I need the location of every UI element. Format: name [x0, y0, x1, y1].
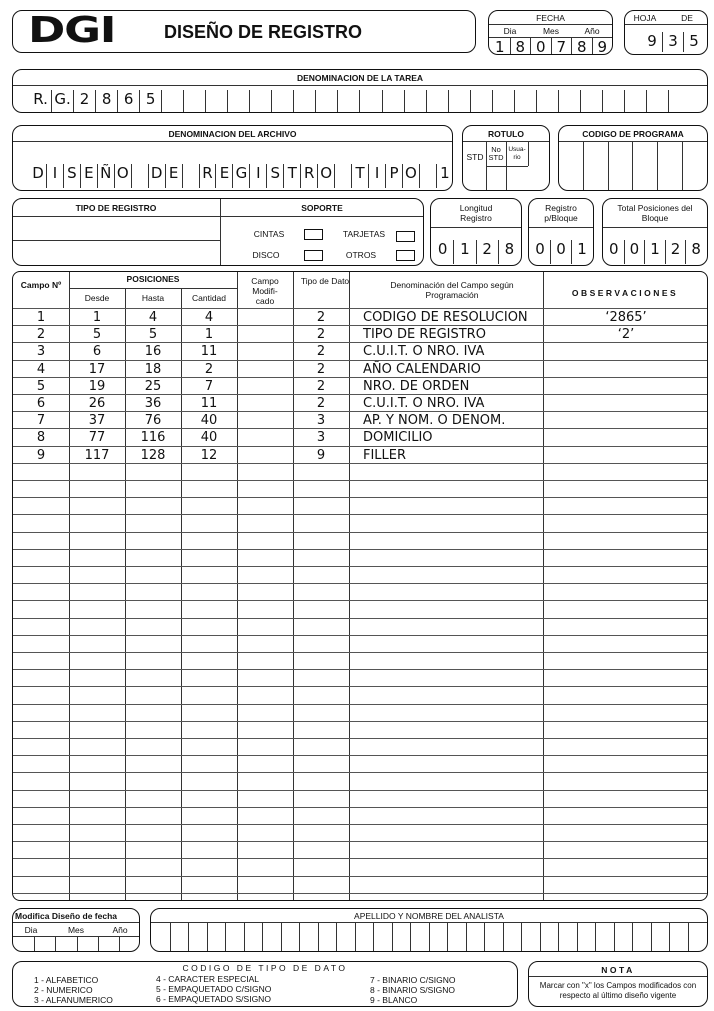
registro-bloque-divider	[529, 227, 593, 228]
cell-cantidad: 2	[204, 361, 214, 377]
cell-cantidad: 4	[204, 310, 214, 325]
codigo-item: 1 - ALFABETICO	[34, 975, 99, 985]
archivo-char-cell: T	[352, 164, 369, 188]
archivo-cells	[30, 164, 453, 188]
nota-divider	[529, 976, 707, 977]
tarea-char-cell	[471, 90, 493, 112]
tarea-label: DENOMINACION DE LA TAREA	[296, 73, 424, 83]
archivo-divider	[13, 141, 452, 142]
tarea-char-cell: G.	[52, 90, 74, 112]
disco-label: DISCO	[252, 250, 280, 260]
archivo-char-cell: R	[200, 164, 217, 188]
disco-checkbox[interactable]	[304, 250, 323, 261]
cell-denominacion: TIPO DE REGISTRO	[363, 327, 486, 343]
archivo-char-cell: T	[284, 164, 301, 188]
codigo-item: 2 - NUMERICO	[34, 985, 93, 995]
cell-campo: 1	[36, 310, 46, 325]
cell-campo: 7	[36, 413, 46, 429]
archivo-char-cell: E	[216, 164, 233, 188]
cell	[658, 142, 683, 190]
tarjetas-checkbox[interactable]	[396, 231, 415, 242]
cell-campo: 3	[36, 344, 46, 360]
header-cantidad: Cantidad	[191, 293, 227, 303]
tarea-char-cell	[405, 90, 427, 112]
cell-tipo: 2	[316, 310, 326, 325]
analista-char-cell	[448, 923, 467, 951]
cell-hasta: 4	[148, 310, 158, 325]
archivo-char-cell: E	[166, 164, 183, 188]
fecha-mes-label: Mes	[542, 26, 560, 36]
analista-char-cell	[689, 923, 707, 951]
longitud-digits	[432, 240, 520, 264]
cell-desde: 19	[88, 378, 106, 394]
cell	[683, 142, 707, 190]
cell-campo: 9	[36, 447, 46, 463]
tarea-char-cell	[449, 90, 471, 112]
cell-cantidad: 40	[200, 413, 218, 429]
archivo-label: DENOMINACION DEL ARCHIVO	[168, 129, 297, 139]
cell	[120, 936, 140, 951]
modifica-anio: Año	[112, 925, 128, 935]
codigos-col-1	[34, 975, 113, 1005]
cell-desde: 117	[84, 447, 110, 463]
analista-char-cell	[263, 923, 282, 951]
tarea-cells	[30, 90, 690, 112]
tipo-registro-label: TIPO DE REGISTRO	[75, 203, 157, 213]
cell-denominacion: C.U.I.T. O NRO. IVA	[363, 396, 485, 411]
cell-tipo: 2	[316, 396, 326, 411]
cell-hasta: 16	[144, 344, 162, 360]
codigo-item: 6 - EMPAQUETADO S/SIGNO	[156, 994, 271, 1004]
cell-denominacion: FILLER	[363, 447, 407, 463]
header-desde: Desde	[84, 293, 110, 303]
otros-label: OTROS	[345, 250, 377, 260]
fecha-divider	[489, 24, 612, 25]
total-posiciones-digit: 2	[666, 240, 687, 264]
tarea-char-cell	[625, 90, 647, 112]
analista-char-cell	[596, 923, 615, 951]
table-rows	[13, 272, 707, 900]
fecha-digit: 9	[597, 38, 608, 56]
registro-bloque-digits	[530, 240, 592, 264]
cell-campo: 4	[36, 361, 46, 377]
tarea-char-cell	[184, 90, 206, 112]
tarea-char-cell	[316, 90, 338, 112]
header-modificado: Campo Modifi- cado	[251, 276, 279, 306]
analista-char-cell	[282, 923, 301, 951]
cell	[78, 936, 99, 951]
cell	[584, 142, 609, 190]
codigos-label: CODIGO DE TIPO DE DATO	[182, 963, 348, 973]
analista-char-cell	[541, 923, 560, 951]
nota-label: NOTA	[601, 965, 635, 975]
codigo-item: 9 - BLANCO	[370, 995, 418, 1005]
longitud-digit: 8	[504, 240, 515, 258]
cell-denominacion: CODIGO DE RESOLUCION	[363, 310, 528, 325]
cell-campo: 8	[36, 430, 46, 446]
analista-char-cell	[374, 923, 393, 951]
cell	[56, 936, 77, 951]
analista-char-cell	[411, 923, 430, 951]
rotulo-hline	[486, 166, 528, 167]
hoja-digit: 5	[689, 32, 699, 50]
archivo-char-cell: G	[233, 164, 250, 188]
campos-table	[12, 271, 708, 901]
cell-tipo: 2	[316, 327, 326, 343]
cell-campo: 6	[36, 396, 46, 411]
archivo-char-cell: P	[386, 164, 403, 188]
tarea-char-cell	[360, 90, 382, 112]
archivo-char-cell	[132, 164, 149, 188]
hoja-divider	[625, 24, 707, 25]
archivo-char-cell: D	[149, 164, 166, 188]
analista-char-cell	[393, 923, 412, 951]
soporte-label: SOPORTE	[301, 203, 343, 213]
fecha-digit: 1	[490, 38, 511, 54]
tarea-char-cell: 2	[74, 90, 96, 112]
analista-char-cell	[615, 923, 634, 951]
analista-char-cell	[226, 923, 245, 951]
archivo-char-cell	[335, 164, 352, 188]
fecha-label: FECHA	[536, 13, 565, 23]
tarea-char-cell	[427, 90, 449, 112]
tarea-char-cell	[515, 90, 537, 112]
tarea-char-cell	[647, 90, 669, 112]
cell-cantidad: 11	[200, 396, 218, 411]
cintas-checkbox[interactable]	[304, 229, 323, 240]
cell-obs: ‘2’	[617, 327, 635, 343]
tarea-char-cell	[603, 90, 625, 112]
tarea-char-cell	[250, 90, 272, 112]
tarea-char-cell: 5	[140, 90, 162, 112]
analista-char-cell	[152, 923, 171, 951]
analista-label: APELLIDO Y NOMBRE DEL ANALISTA	[354, 911, 504, 921]
analista-char-cell	[245, 923, 264, 951]
rotulo-usuario: Usua- rio	[508, 146, 526, 161]
analista-char-cell	[337, 923, 356, 951]
archivo-char-cell: I	[369, 164, 386, 188]
total-posiciones-digit: 0	[625, 240, 646, 264]
cell	[633, 142, 658, 190]
modifica-cells	[14, 936, 140, 951]
analista-char-cell	[300, 923, 319, 951]
tarea-char-cell	[206, 90, 228, 112]
tarea-char-cell	[669, 90, 690, 112]
archivo-char-cell: O	[318, 164, 335, 188]
tarea-char-cell	[272, 90, 294, 112]
archivo-char-cell: R	[301, 164, 318, 188]
cell-desde: 1	[92, 310, 102, 325]
fecha-digit: 0	[531, 38, 552, 54]
tarea-char-cell	[228, 90, 250, 112]
analista-char-cell	[430, 923, 449, 951]
analista-char-cell	[559, 923, 578, 951]
tarea-char-cell	[294, 90, 316, 112]
tarea-char-cell	[537, 90, 559, 112]
cell-hasta: 18	[144, 361, 162, 377]
fecha-digit: 7	[552, 38, 573, 54]
fecha-anio-label: Año	[584, 26, 600, 36]
codigos-col-2	[156, 974, 271, 1004]
cell-denominacion: AÑO CALENDARIO	[363, 361, 481, 377]
total-posiciones-digits	[604, 240, 706, 264]
rotulo-no-std: No STD	[488, 145, 504, 162]
cell	[35, 936, 56, 951]
archivo-char-cell: Ñ	[98, 164, 115, 188]
hoja-digits	[642, 32, 704, 52]
nota-text: Marcar con "x" los Campos modificados con respecto al último diseño vigente	[539, 981, 697, 1000]
cell-campo: 5	[36, 378, 46, 394]
cell	[14, 936, 35, 951]
tarea-divider	[13, 85, 707, 86]
registro-bloque-digit: 0	[551, 240, 572, 264]
registro-bloque-label: Registro p/Bloque	[544, 203, 578, 223]
cell-hasta: 5	[148, 327, 158, 343]
tarea-char-cell	[338, 90, 360, 112]
cell-tipo: 2	[316, 378, 326, 394]
cell-denominacion: AP. Y NOM. O DENOM.	[363, 413, 506, 429]
archivo-char-cell: E	[81, 164, 98, 188]
fecha-digit: 8	[511, 38, 532, 54]
cell-denominacion: C.U.I.T. O NRO. IVA	[363, 344, 485, 360]
registro-bloque-digit: 0	[530, 240, 551, 264]
total-posiciones-divider	[603, 227, 707, 228]
analista-char-cell	[670, 923, 689, 951]
tarea-char-cell	[493, 90, 515, 112]
analista-char-cell	[578, 923, 597, 951]
longitud-digit: 0	[432, 240, 454, 264]
analista-char-cell	[522, 923, 541, 951]
tarea-char-cell	[162, 90, 184, 112]
analista-char-cell	[652, 923, 671, 951]
cell-cantidad: 40	[200, 430, 218, 446]
analista-char-cell	[485, 923, 504, 951]
analista-char-cell	[189, 923, 208, 951]
cell-cantidad: 12	[200, 447, 218, 463]
cell-desde: 6	[92, 344, 102, 360]
codigo-item: 8 - BINARIO S/SIGNO	[370, 985, 456, 995]
analista-char-cell	[633, 923, 652, 951]
codigo-programa-cells	[559, 142, 707, 190]
tarea-char-cell: 6	[118, 90, 140, 112]
cell	[99, 936, 120, 951]
archivo-char-cell: I	[47, 164, 64, 188]
cell-cantidad: 1	[204, 327, 214, 343]
modifica-label: Modifica Diseño de fecha	[14, 911, 118, 921]
cell-cantidad: 7	[204, 378, 214, 394]
analista-char-cell	[504, 923, 523, 951]
analista-char-cell	[208, 923, 227, 951]
codigo-item: 3 - ALFANUMERICO	[34, 995, 113, 1005]
total-posiciones-digit: 8	[691, 240, 701, 258]
archivo-char-cell: 1	[440, 164, 450, 182]
modifica-divider	[13, 922, 139, 923]
archivo-char-cell: I	[250, 164, 267, 188]
analista-char-cell	[171, 923, 190, 951]
tarea-char-cell	[581, 90, 603, 112]
cell-campo: 2	[36, 327, 46, 343]
cell-tipo: 2	[316, 344, 326, 360]
header-observaciones: OBSERVACIONES	[571, 288, 679, 298]
codigo-item: 4 - CARACTER ESPECIAL	[156, 974, 259, 984]
modifica-mes: Mes	[67, 925, 85, 935]
header-posiciones: POSICIONES	[126, 274, 180, 284]
hoja-digit: 3	[663, 32, 684, 52]
tarea-char-cell	[559, 90, 581, 112]
archivo-char-cell	[183, 164, 200, 188]
longitud-digit: 2	[477, 240, 499, 264]
codigo-item: 5 - EMPAQUETADO C/SIGNO	[156, 984, 272, 994]
cell-denominacion: DOMICILIO	[363, 430, 433, 446]
cell-cantidad: 11	[200, 344, 218, 360]
header-tipo: Tipo de Dato	[300, 276, 350, 286]
archivo-char-cell	[420, 164, 437, 188]
longitud-digit: 1	[454, 240, 476, 264]
total-posiciones-digit: 0	[604, 240, 625, 264]
codigo-item: 7 - BINARIO C/SIGNO	[370, 975, 456, 985]
otros-checkbox[interactable]	[396, 250, 415, 261]
dgi-logo: DGI	[28, 10, 116, 51]
analista-char-cell	[319, 923, 338, 951]
tarea-char-cell: R.	[30, 90, 52, 112]
cell-desde: 5	[92, 327, 102, 343]
codigos-col-3	[370, 975, 456, 1005]
cell-denominacion: NRO. DE ORDEN	[363, 378, 470, 394]
total-posiciones-digit: 1	[645, 240, 666, 264]
tipo-soporte-split	[220, 199, 221, 265]
tarea-char-cell: 8	[96, 90, 118, 112]
archivo-char-cell: D	[30, 164, 47, 188]
registro-bloque-digit: 1	[577, 240, 587, 258]
rotulo-col	[528, 142, 529, 166]
archivo-char-cell: S	[64, 164, 81, 188]
hoja-label: HOJA	[633, 13, 657, 23]
page-title: DISEÑO DE REGISTRO	[164, 22, 363, 42]
total-posiciones-label: Total Posiciones del Bloque	[617, 203, 693, 223]
cell-tipo: 2	[316, 361, 326, 377]
cell-tipo: 3	[316, 413, 326, 429]
analista-cells	[152, 923, 706, 951]
fecha-dia-label: Dia	[503, 26, 517, 36]
tarjetas-label: TARJETAS	[342, 229, 386, 239]
fecha-digits	[490, 38, 612, 54]
modifica-dia: Dia	[24, 925, 38, 935]
longitud-label: Longitud Registro	[459, 203, 493, 223]
header-denominacion: Denominación del Campo según Programación	[390, 280, 514, 300]
cell-desde: 17	[88, 361, 106, 377]
cell-hasta: 116	[140, 430, 166, 446]
cell-hasta: 128	[140, 447, 166, 463]
archivo-char-cell: S	[267, 164, 284, 188]
hoja-digit: 9	[642, 32, 663, 52]
analista-char-cell	[356, 923, 375, 951]
cell	[609, 142, 634, 190]
longitud-divider	[431, 227, 521, 228]
tipo-registro-hline	[13, 240, 220, 241]
analista-char-cell	[467, 923, 486, 951]
cell	[559, 142, 584, 190]
archivo-char-cell: O	[115, 164, 132, 188]
cell-desde: 26	[88, 396, 106, 411]
cell-tipo: 3	[316, 430, 326, 446]
cell-tipo: 9	[316, 447, 326, 463]
cell-obs: ‘2865’	[605, 310, 647, 325]
de-label: DE	[681, 13, 693, 23]
tipo-registro-divider	[13, 216, 423, 217]
fecha-digit: 8	[572, 38, 593, 54]
header-hasta: Hasta	[141, 293, 165, 303]
codigo-programa-label: CODIGO DE PROGRAMA	[582, 129, 684, 139]
tarea-char-cell	[383, 90, 405, 112]
cell-desde: 37	[88, 413, 106, 429]
cell-hasta: 76	[144, 413, 162, 429]
header-campo: Campo Nº	[20, 280, 62, 290]
rotulo-std: STD	[466, 152, 484, 162]
rotulo-label: ROTULO	[488, 129, 524, 139]
cell-hasta: 25	[144, 378, 162, 394]
cell-desde: 77	[88, 430, 106, 446]
archivo-char-cell: O	[403, 164, 420, 188]
cintas-label: CINTAS	[253, 229, 285, 239]
cell-hasta: 36	[144, 396, 162, 411]
